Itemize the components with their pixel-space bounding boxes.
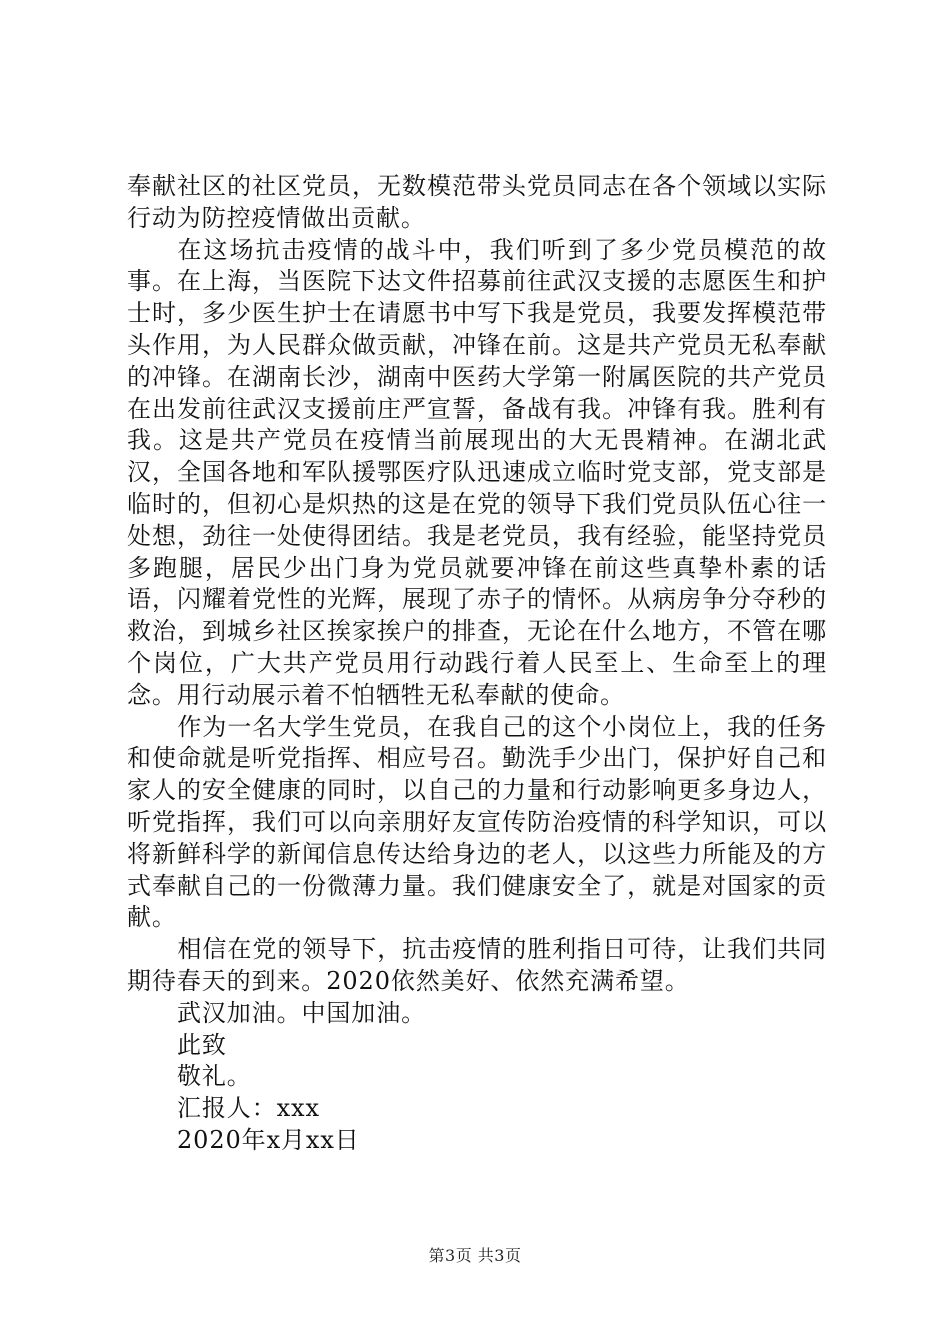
report-date: 2020年x月xx日 bbox=[177, 1125, 360, 1154]
page-footer: 第3页 共3页 bbox=[428, 1246, 522, 1265]
paragraph-party-member-stories: 在这场抗击疫情的战斗中，我们听到了多少党员模范的故事。在上海，当医院下达文件招募前往武汉支援的志愿医生和护士时，多少医生护士在请愿书中写下我是党员，我要发挥模范带头作用，为人民群众做贡献，冲锋在前。这是共产党员无私奉献的冲锋。在湖南长沙，湖南中医药大学第一附属医院的共产党员在出发前往武汉支援前庄严宣誓，备战有我。冲锋有我。胜利有我。这是共产党员在疫情当前展现出的大无畏精神。在湖北武汉，全国各地和军队援鄂医疗队迅速成立临时党支部，党支部是临时的，但初心是炽热的这是在党的领导下我们党员队伍心往一处想，劲往一处使得团结。我是老党员，我有经验，能坚持党员多跑腿，居民少出门身为党员就要冲锋在前这些真挚朴素的话语，闪耀着党性的光辉，展现了赤子的情怀。从病房争分夺秒的救治，到城乡社区挨家挨户的排查，无论在什么地方，不管在哪个岗位，广大共产党员用行动践行着人民至上、生命至上的理念。用行动展示着不怕牺牲无私奉献的使命。 bbox=[127, 235, 827, 709]
document-body bbox=[127, 171, 827, 1157]
closing-slogan: 武汉加油。中国加油。 bbox=[177, 998, 426, 1027]
paragraph-student-member: 作为一名大学生党员，在我自己的这个小岗位上，我的任务和使命就是听党指挥、相应号召。勤洗手少出门，保护好自己和家人的安全健康的同时，以自己的力量和行动影响更多身边人，听党指挥，我们可以向亲朋好友宣传防治疫情的科学知识，可以将新鲜科学的新闻信息传达给身边的老人，以这些力所能及的方式奉献自己的一份微薄力量。我们健康安全了，就是对国家的贡献。 bbox=[127, 712, 827, 932]
closing-salutation-1: 此致 bbox=[177, 1030, 227, 1059]
paragraph-continuation: 奉献社区的社区党员，无数模范带头党员同志在各个领域以实际行动为防控疫情做出贡献。 bbox=[127, 172, 827, 232]
paragraph-conclusion: 相信在党的领导下，抗击疫情的胜利指日可待，让我们共同期待春天的到来。2020依然美好、依然充满希望。 bbox=[127, 935, 827, 995]
reporter-name: 汇报人：xxx bbox=[177, 1094, 320, 1123]
closing-salutation-2: 敬礼。 bbox=[177, 1062, 252, 1091]
